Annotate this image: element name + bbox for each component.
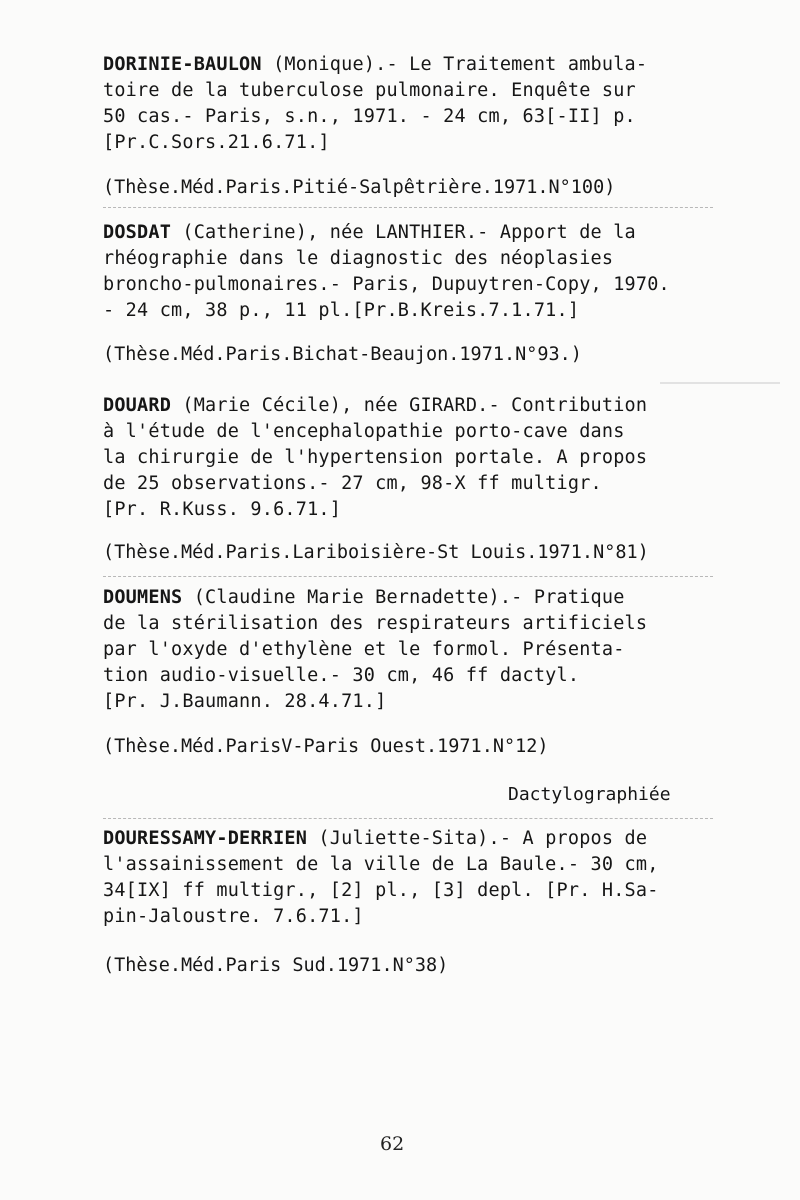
author-name: DOUARD	[103, 395, 172, 416]
divider	[103, 818, 713, 820]
entry-line: DOURESSAMY-DERRIEN (Juliette-Sita).- A propos de	[103, 828, 648, 849]
author-name: DORINIE-BAULON	[103, 54, 262, 75]
thesis-reference: (Thèse.Méd.Paris.Pitié-Salpêtrière.1971.N°100)	[103, 177, 616, 198]
entry-line: DORINIE-BAULON (Monique).- Le Traitement ambula-	[103, 54, 648, 75]
entry-line: de la stérilisation des respirateurs artificiels	[103, 613, 648, 634]
entry-line: broncho-pulmonaires.- Paris, Dupuytren-Copy, 1970.	[103, 274, 670, 295]
entry-line: pin-Jaloustre. 7.6.71.]	[103, 906, 364, 927]
entry-line: la chirurgie de l'hypertension portale. A propos	[103, 447, 648, 468]
entry-line: - 24 cm, 38 p., 11 pl.[Pr.B.Kreis.7.1.71.]	[103, 300, 580, 321]
bibliography-entry	[103, 585, 713, 715]
entry-line: par l'oxyde d'ethylène et le formol. Présenta-	[103, 639, 625, 660]
divider	[103, 576, 713, 578]
page-number: 62	[380, 1133, 405, 1155]
entry-line: [Pr. J.Baumann. 28.4.71.]	[103, 691, 387, 712]
entry-line: DOUARD (Marie Cécile), née GIRARD.- Contribution	[103, 395, 648, 416]
typing-note: Dactylographiée	[508, 784, 671, 805]
entry-line: de 25 observations.- 27 cm, 98-X ff multigr.	[103, 473, 602, 494]
author-name: DOURESSAMY-DERRIEN	[103, 828, 308, 849]
entry-line: rhéographie dans le diagnostic des néoplasies	[103, 248, 614, 269]
entry-line: toire de la tuberculose pulmonaire. Enquête sur	[103, 80, 636, 101]
divider	[660, 382, 780, 384]
thesis-reference: (Thèse.Méd.ParisV-Paris Ouest.1971.N°12)	[103, 736, 549, 757]
thesis-reference: (Thèse.Méd.Paris.Lariboisière-St Louis.1971.N°81)	[103, 542, 649, 563]
bibliography-entry	[103, 52, 713, 156]
entry-line: DOUMENS (Claudine Marie Bernadette).- Pratique	[103, 587, 625, 608]
entry-line: l'assainissement de la ville de La Baule.- 30 cm,	[103, 854, 659, 875]
entry-line: à l'étude de l'encephalopathie porto-cave dans	[103, 421, 625, 442]
entry-line: [Pr.C.Sors.21.6.71.]	[103, 132, 330, 153]
entry-line: tion audio-visuelle.- 30 cm, 46 ff dactyl.	[103, 665, 580, 686]
entry-line: [Pr. R.Kuss. 9.6.71.]	[103, 499, 342, 520]
entry-line: 50 cas.- Paris, s.n., 1971. - 24 cm, 63[-II] p.	[103, 106, 636, 127]
author-name: DOUMENS	[103, 587, 183, 608]
thesis-reference: (Thèse.Méd.Paris Sud.1971.N°38)	[103, 955, 449, 976]
bibliography-entry	[103, 826, 713, 930]
divider	[103, 207, 713, 209]
entry-line: 34[IX] ff multigr., [2] pl., [3] depl. [Pr. H.Sa-	[103, 880, 659, 901]
bibliography-entry	[103, 393, 713, 523]
author-name: DOSDAT	[103, 222, 172, 243]
bibliography-entry	[103, 220, 713, 324]
thesis-reference: (Thèse.Méd.Paris.Bichat-Beaujon.1971.N°93.)	[103, 344, 582, 365]
entry-line: DOSDAT (Catherine), née LANTHIER.- Apport de la	[103, 222, 636, 243]
